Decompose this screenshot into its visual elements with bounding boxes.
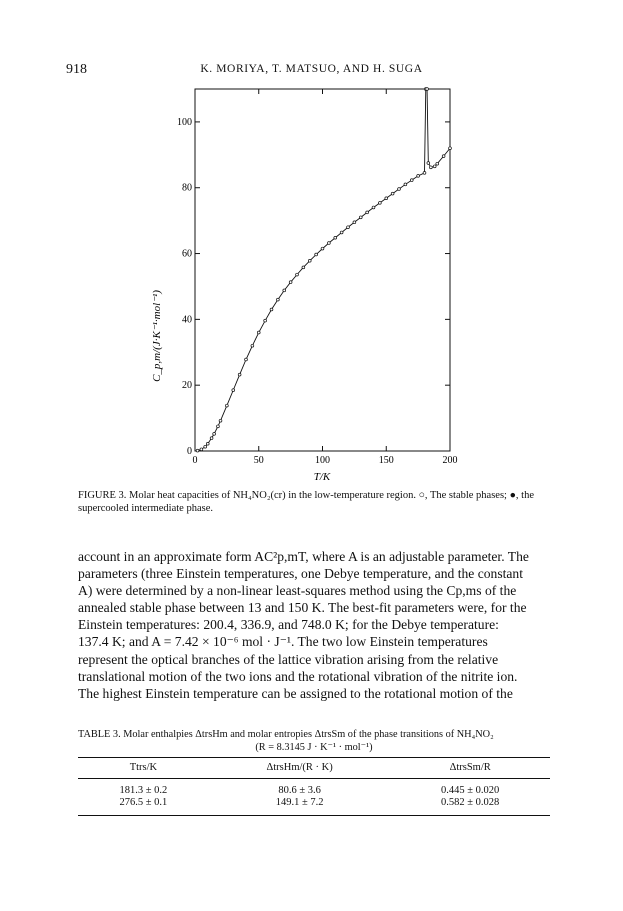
data-point — [264, 319, 267, 322]
data-point — [449, 147, 452, 150]
y-tick-label: 80 — [182, 182, 192, 194]
data-point — [302, 266, 305, 269]
data-point — [308, 259, 311, 262]
data-point — [442, 155, 445, 158]
table-caption-line-1: TABLE 3. Molar enthalpies ΔtrsHm and molar entropies ΔtrsSm of the phase transitions of NH₄NO₂ — [78, 729, 494, 740]
data-point — [276, 298, 279, 301]
x-tick-label: 50 — [253, 455, 264, 466]
heat-capacity-chart — [150, 84, 480, 484]
data-point — [217, 425, 220, 428]
data-point — [353, 221, 356, 224]
body-line: 137.4 K; and A = 7.42 × 10⁻⁶ mol · J⁻¹. The two low Einstein temperatures — [78, 634, 488, 650]
data-point — [433, 165, 436, 168]
data-point — [340, 231, 343, 234]
data-point — [283, 289, 286, 292]
data-point — [206, 442, 209, 445]
y-axis-label: C_p,m/(J·K⁻¹·mol⁻¹) — [151, 290, 163, 382]
y-tick-label: 0 — [187, 446, 192, 457]
table-caption-line-2: (R = 8.3145 J · K⁻¹ · mol⁻¹) — [255, 742, 373, 753]
y-tick-label: 100 — [177, 116, 192, 128]
table-header-cell: ΔtrsSm/R — [390, 758, 550, 779]
page-number: 918 — [66, 62, 87, 77]
body-line: Einstein temperatures: 200.4, 336.9, and 748.0 K; for the Debye temperature: — [78, 617, 499, 633]
data-point — [219, 419, 222, 422]
table-cell: 0.445 ± 0.020 — [441, 785, 500, 796]
table-header-cell: ΔtrsHm/(R · K) — [209, 758, 391, 779]
data-point — [225, 404, 228, 407]
data-point — [270, 308, 273, 311]
body-text — [78, 548, 550, 702]
data-table — [78, 757, 550, 816]
data-point — [321, 247, 324, 250]
table-row — [78, 797, 550, 816]
running-head: K. MORIYA, T. MATSUO, AND H. SUGA — [200, 63, 423, 75]
body-line: The highest Einstein temperature can be assigned to the rotational motion of the — [78, 685, 513, 701]
data-marks — [196, 88, 451, 452]
data-point — [378, 201, 381, 204]
x-tick-label: 200 — [442, 455, 458, 466]
figure-caption: FIGURE 3. Molar heat capacities of NH₄NO₂(cr) in the low-temperature region. ○, The stable phases; ●, the supercooled intermediate phase. — [78, 490, 535, 514]
axis-tick-labels — [177, 117, 458, 466]
data-point — [417, 174, 420, 177]
data-point — [196, 449, 199, 452]
y-tick-label: 20 — [182, 380, 192, 392]
table-cell: 276.5 ± 0.1 — [78, 797, 209, 816]
data-point — [200, 448, 203, 451]
data-point — [296, 273, 299, 276]
data-point — [327, 242, 330, 245]
data-point — [372, 206, 375, 209]
data-point — [232, 389, 235, 392]
table-row — [78, 779, 550, 798]
table-cell: 0.582 ± 0.028 — [390, 797, 550, 816]
axis-ticks — [195, 89, 450, 451]
x-axis-label: T/K — [313, 471, 331, 483]
data-point — [366, 211, 369, 214]
x-tick-label: 0 — [192, 455, 198, 466]
data-point — [404, 183, 407, 186]
data-point — [436, 162, 439, 165]
data-point — [359, 216, 362, 219]
data-point — [391, 192, 394, 195]
table-cell: 149.1 ± 7.2 — [209, 797, 391, 816]
series-line — [198, 89, 450, 451]
data-point — [238, 373, 241, 376]
data-point — [251, 344, 254, 347]
data-point — [429, 166, 432, 169]
data-point — [410, 179, 413, 182]
data-point — [204, 445, 207, 448]
body-line: parameters (three Einstein temperatures, one Debye temperature, and the constant — [78, 566, 524, 582]
data-point — [289, 281, 292, 284]
data-point — [426, 88, 429, 91]
data-point — [347, 226, 350, 229]
table-cell: 80.6 ± 3.6 — [278, 785, 321, 796]
table-caption — [78, 728, 550, 754]
x-tick-label: 100 — [315, 455, 330, 466]
data-point — [423, 172, 426, 175]
body-line: translational motion of the two ions and the rotational vibration of the nitrite ion. — [78, 668, 518, 684]
data-point — [315, 253, 318, 256]
data-point — [385, 197, 388, 200]
y-tick-label: 60 — [182, 248, 192, 260]
y-tick-label: 40 — [182, 314, 192, 326]
data-point — [210, 437, 213, 440]
plot-frame — [195, 89, 450, 451]
data-point — [213, 432, 216, 435]
data-point — [245, 358, 248, 361]
data-point — [427, 162, 430, 165]
plot-border — [195, 89, 450, 451]
body-line: A) were determined by a non-linear least-squares method using the Cp,ms of the — [78, 583, 517, 599]
body-line: account in an approximate form AC²p,mT, where A is an adjustable parameter. The — [78, 549, 529, 564]
table-header-row — [78, 758, 550, 779]
data-point — [257, 331, 260, 334]
x-tick-label: 150 — [378, 455, 394, 466]
table-header-cell: Ttrs/K — [78, 758, 209, 779]
body-line: annealed stable phase between 13 and 150 K. The best-fit parameters were, for the — [78, 600, 527, 616]
data-point — [334, 236, 337, 239]
data-point — [398, 188, 401, 191]
table-cell: 181.3 ± 0.2 — [119, 785, 168, 796]
body-line: represent the optical branches of the lattice vibration arising from the relative — [78, 651, 499, 667]
